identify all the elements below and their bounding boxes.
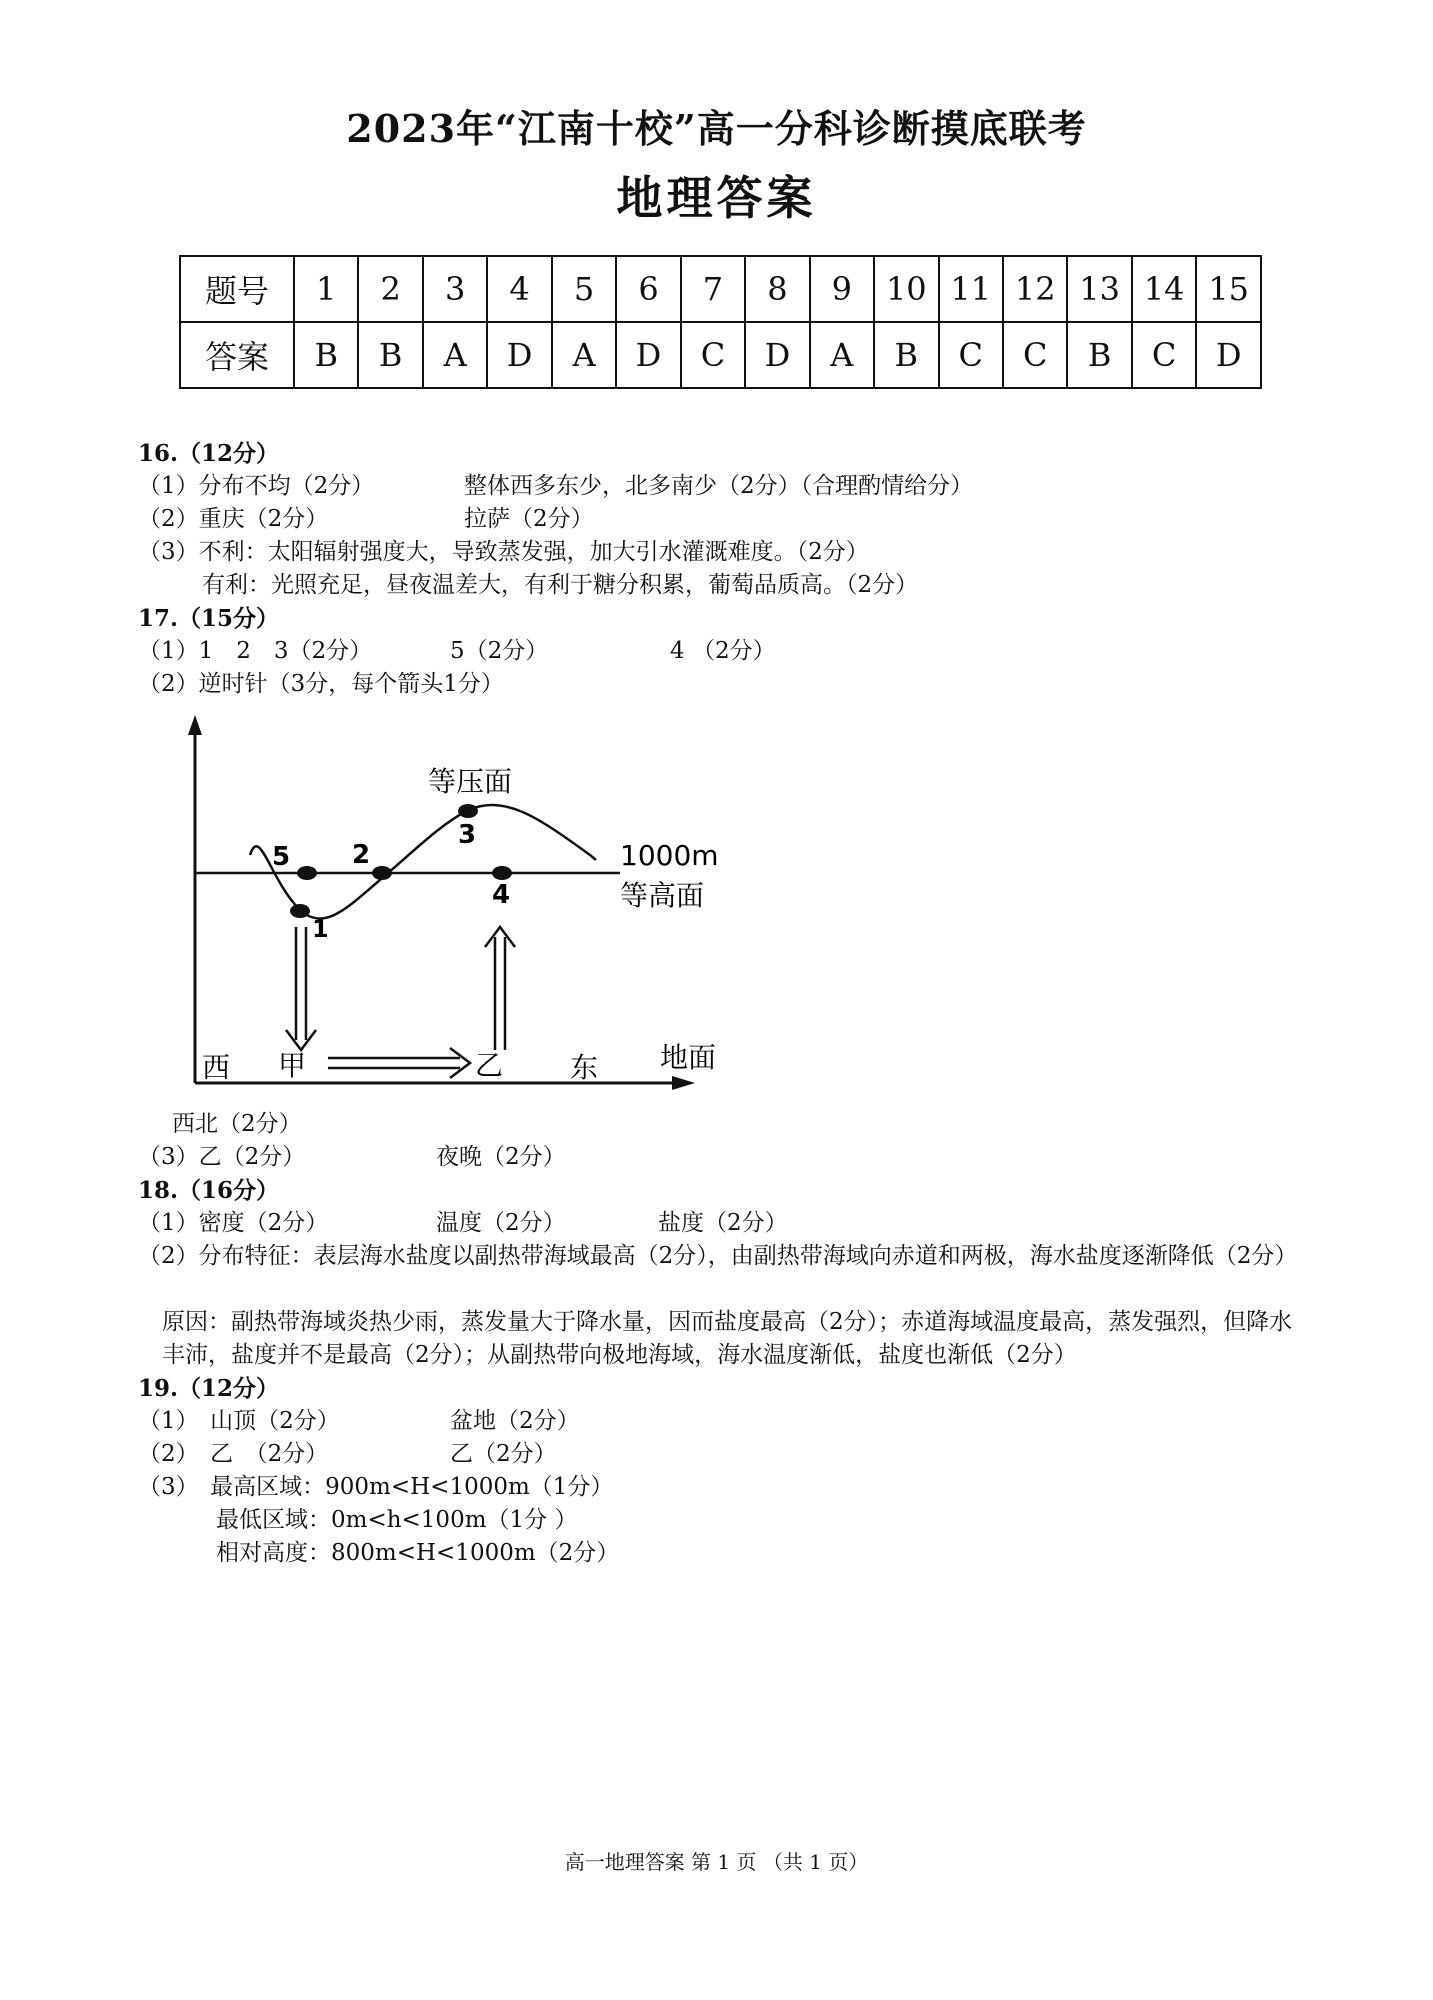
q17-after-diagram: 西北（2分） [172,1111,302,1137]
page-footer: 高一地理答案 第 1 页 （共 1 页） [564,1850,869,1874]
answer-cell: D [1196,322,1261,388]
q16-2-part-a: （2）重庆（2分） [138,506,329,532]
yi-label: 乙 [475,1049,504,1082]
q18-line3: 原因：副热带海域炎热少雨，蒸发量大于降水量，因而盐度最高（2分）；赤道海域温度最高，蒸发强烈，但降水丰沛，盐度并不是最高（2分）；从副热带向极地海域，海水温度渐低，盐度也渐低（2分） [162,1309,1293,1368]
question-number-cell: 9 [810,256,874,322]
q17-3-part-a: （3）乙（2分） [138,1144,306,1170]
q17-line2: （2）逆时针（3分，每个箭头1分） [138,671,504,697]
answer-cell: D [745,322,809,388]
answer-table [179,255,1262,389]
answer-cell: A [423,322,487,388]
q17-heading: 17.（15分） [138,605,280,632]
question-number-cell: 13 [1067,256,1131,322]
q17-3-part-b: 夜晚（2分） [436,1144,566,1170]
x-axis-arrow [672,1076,695,1090]
q18-line1 [138,1207,788,1240]
question-number-cell: 7 [681,256,745,322]
question-number-cell: 5 [552,256,616,322]
question-number-cell: 11 [939,256,1003,322]
descending-air-arrow [286,927,316,1050]
answer-cell: C [1003,322,1067,388]
question-number-cell: 2 [358,256,422,322]
isobar-curve [250,805,596,919]
ground-label: 地面 [660,1041,717,1074]
question-number-cell: 10 [874,256,938,322]
east-label: 东 [570,1051,599,1084]
equal-height-label: 等高面 [620,879,705,912]
question-number-cell: 4 [487,256,551,322]
pressure-diagram [150,705,750,1105]
height-label-1000m: 1000m [620,839,719,872]
question-number-cell: 8 [745,256,809,322]
answer-cell: B [874,322,938,388]
q18-line2: （2）分布特征：表层海水盐度以副热带海域最高（2分），由副热带海域向赤道和两极，海水盐度逐渐降低（2分） [138,1243,1298,1269]
q18-1-part-a: （1）密度（2分） [138,1210,329,1236]
answer-row [180,322,1261,388]
answer-cell: B [294,322,358,388]
q16-1-part-b: 整体西多东少，北多南少（2分）（合理酌情给分） [464,473,974,499]
question-number-row [180,256,1261,322]
point-1-marker [290,904,310,918]
answer-cell: C [681,322,745,388]
answer-cell: C [939,322,1003,388]
point-3-label: 3 [458,820,477,850]
q18-1-part-b: 温度（2分） [436,1210,566,1236]
exam-title: 2023年“江南十校”高一分科诊断摸底联考 [346,106,1087,151]
q16-1-part-a: （1）分布不均（2分） [138,473,375,499]
q19-line2 [138,1438,557,1471]
ascending-air-arrow [485,927,515,1050]
answer-cell: D [616,322,680,388]
point-4-marker [492,866,512,880]
answer-title: 地理答案 [616,171,817,225]
isobar-label: 等压面 [428,765,513,798]
question-number-cell: 15 [1196,256,1261,322]
q18-heading: 18.（16分） [138,1177,280,1204]
question-number-cell: 3 [423,256,487,322]
q17-line3 [138,1141,566,1174]
point-4-label: 4 [492,880,511,910]
y-axis-arrow [188,715,202,735]
point-1-label: 1 [312,915,329,943]
answer-cell: B [1067,322,1131,388]
q18-1-part-c: 盐度（2分） [658,1210,788,1236]
q17-1-part-b: 5（2分） [450,638,549,664]
point-5-label: 5 [272,842,291,872]
question-number-cell: 1 [294,256,358,322]
q16-line2 [138,503,594,536]
point-2-marker [372,866,392,880]
q19-1-part-a: （1） 山顶（2分） [138,1408,340,1434]
q19-line1 [138,1405,580,1438]
q17-1-part-c: 4 （2分） [670,638,776,664]
q16-2-part-b: 拉萨（2分） [464,506,594,532]
q17-1-part-a: （1）1 2 3（2分） [138,638,373,664]
west-label: 西 [202,1051,231,1084]
q19-2-part-a: （2） 乙 （2分） [138,1441,329,1467]
jia-label: 甲 [278,1049,307,1082]
point-5-marker [297,866,317,880]
surface-wind-arrow [328,1048,470,1078]
point-2-label: 2 [352,840,371,870]
question-number-cell: 12 [1003,256,1067,322]
row-label-number: 题号 [180,256,294,322]
q19-2-part-b: 乙（2分） [450,1441,557,1467]
answer-cell: D [487,322,551,388]
answer-cell: A [552,322,616,388]
q16-line3: （3）不利：太阳辐射强度大，导致蒸发强，加大引水灌溉难度。（2分） [138,539,869,565]
q17-line1 [138,635,776,668]
q16-line4: 有利：光照充足，昼夜温差大，有利于糖分积累，葡萄品质高。（2分） [202,572,919,598]
q16-heading: 16.（12分） [138,440,280,467]
question-number-cell: 14 [1132,256,1196,322]
answer-cell: B [358,322,422,388]
q19-1-part-b: 盆地（2分） [450,1408,580,1434]
q19-heading: 19.（12分） [138,1375,280,1402]
q16-line1 [138,470,974,503]
answer-cell: A [810,322,874,388]
answer-cell: C [1132,322,1196,388]
q19-line5: 相对高度：800m<H<1000m（2分） [216,1540,620,1566]
point-3-marker [458,804,478,818]
question-number-cell: 6 [616,256,680,322]
q19-line4: 最低区域：0m<h<100m（1分 ） [216,1507,578,1533]
row-label-answer: 答案 [180,322,294,388]
q19-line3: （3） 最高区域：900m<H<1000m（1分） [138,1474,614,1500]
